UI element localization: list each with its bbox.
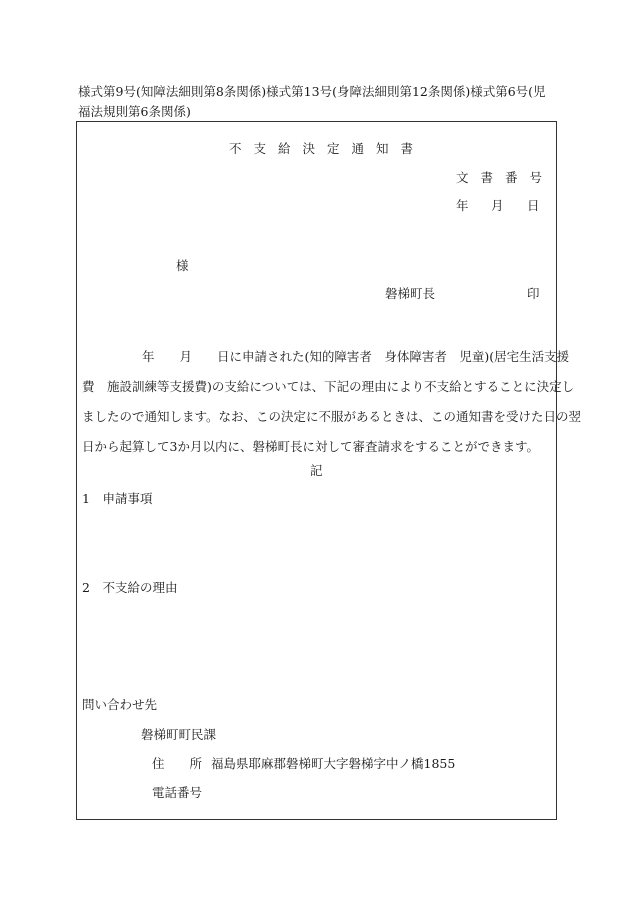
date-day: 日 — [527, 198, 540, 213]
contact-phone-label: 電話番号 — [152, 785, 203, 800]
contact-address-label: 住 所 — [152, 756, 203, 771]
date-month: 月 — [491, 198, 504, 213]
body-line-4: 日から起算して3か月以内に、磐梯町長に対して審査請求をすることができます。 — [82, 439, 539, 454]
contact-department: 磐梯町町民課 — [141, 727, 217, 742]
ki-heading: 記 — [310, 463, 323, 478]
date-year: 年 — [456, 198, 469, 213]
addressee-suffix: 様 — [176, 258, 189, 273]
document-title: 不支給決定通知書 — [229, 141, 426, 156]
seal-mark: 印 — [527, 286, 540, 301]
body-line-3: ましたので通知します。なお、この決定に不服があるときは、この通知書を受けた日の翌 — [82, 409, 582, 424]
item-application: 1 申請事項 — [82, 491, 153, 506]
item-reason: 2 不支給の理由 — [82, 580, 178, 595]
document-number-label: 文書番号 — [456, 170, 555, 185]
form-header: 様式第9号(知障法細則第8条関係)様式第13号(身障法細則第12条関係)様式第6号(児福法規則第6条関係) — [78, 84, 546, 119]
body-line-1: 年 月 日に申請された(知的障害者 身体障害者 児童)(居宅生活支援 — [142, 349, 570, 364]
sender-name: 磐梯町長 — [385, 286, 436, 301]
contact-address: 福島県耶麻郡磐梯町大字磐梯字中ノ橋1855 — [211, 756, 456, 771]
body-line-2: 費 施設訓練等支援費)の支給については、下記の理由により不支給とすることに決定し — [82, 379, 575, 394]
contact-heading: 問い合わせ先 — [82, 697, 158, 712]
notice-body — [82, 342, 582, 462]
